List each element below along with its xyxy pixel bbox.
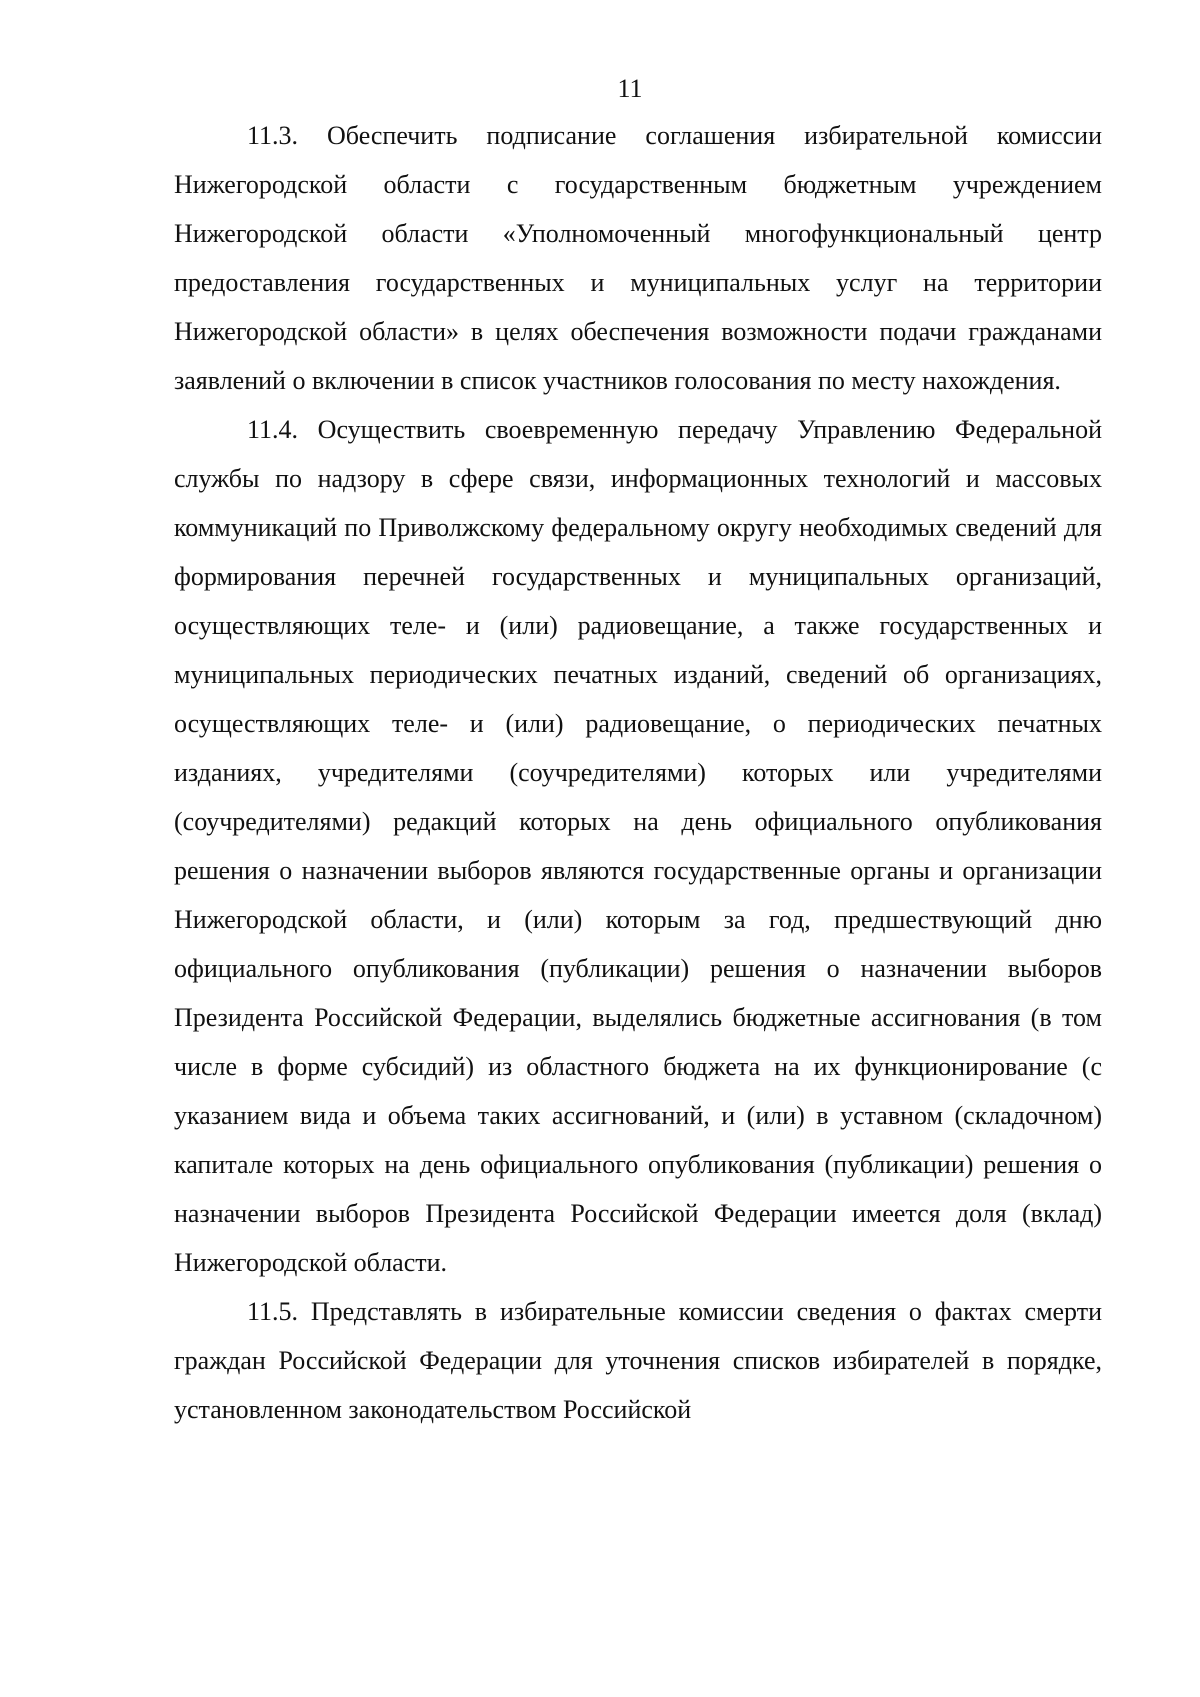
paragraph-11-3: 11.3. Обеспечить подписание соглашения избирательной комиссии Нижегородской области с государственным бюджетным учреждением Нижегородской области «Уполномоченный многофункциональный центр предоставления государственных и муниципальных услуг на территории Нижегородской области» в целях обеспечения возможности подачи гражданами заявлений о включении в список участников голосования по месту нахождения.	[174, 121, 1102, 395]
page-number: 11	[617, 74, 643, 103]
document-body	[174, 111, 1102, 1434]
paragraph-11-5: 11.5. Представлять в избирательные комиссии сведения о фактах смерти граждан Российской Федерации для уточнения списков избирателей в порядке, установленном законодательством Российской	[174, 1297, 1102, 1424]
paragraph-11-4: 11.4. Осуществить своевременную передачу Управлению Федеральной службы по надзору в сфере связи, информационных технологий и массовых коммуникаций по Приволжскому федеральному округу необходимых сведений для формирования перечней государственных и муниципальных организаций, осуществляющих теле- и (или) радиовещание, а также государственных и муниципальных периодических печатных изданий, сведений об организациях, осуществляющих теле- и (или) радиовещание, о периодических печатных изданиях, учредителями (соучредителями) которых или учредителями (соучредителями) редакций которых на день официального опубликования решения о назначении выборов являются государственные органы и организации Нижегородской области, и (или) которым за год, предшествующий дню официального опубликования (публикации) решения о назначении выборов Президента Российской Федерации, выделялись бюджетные ассигнования (в том числе в форме субсидий) из областного бюджета на их функционирование (с указанием вида и объема таких ассигнований, и (или) в уставном (складочном) капитале которых на день официального опубликования (публикации) решения о назначении выборов Президента Российской Федерации имеется доля (вклад) Нижегородской области.	[174, 415, 1102, 1277]
